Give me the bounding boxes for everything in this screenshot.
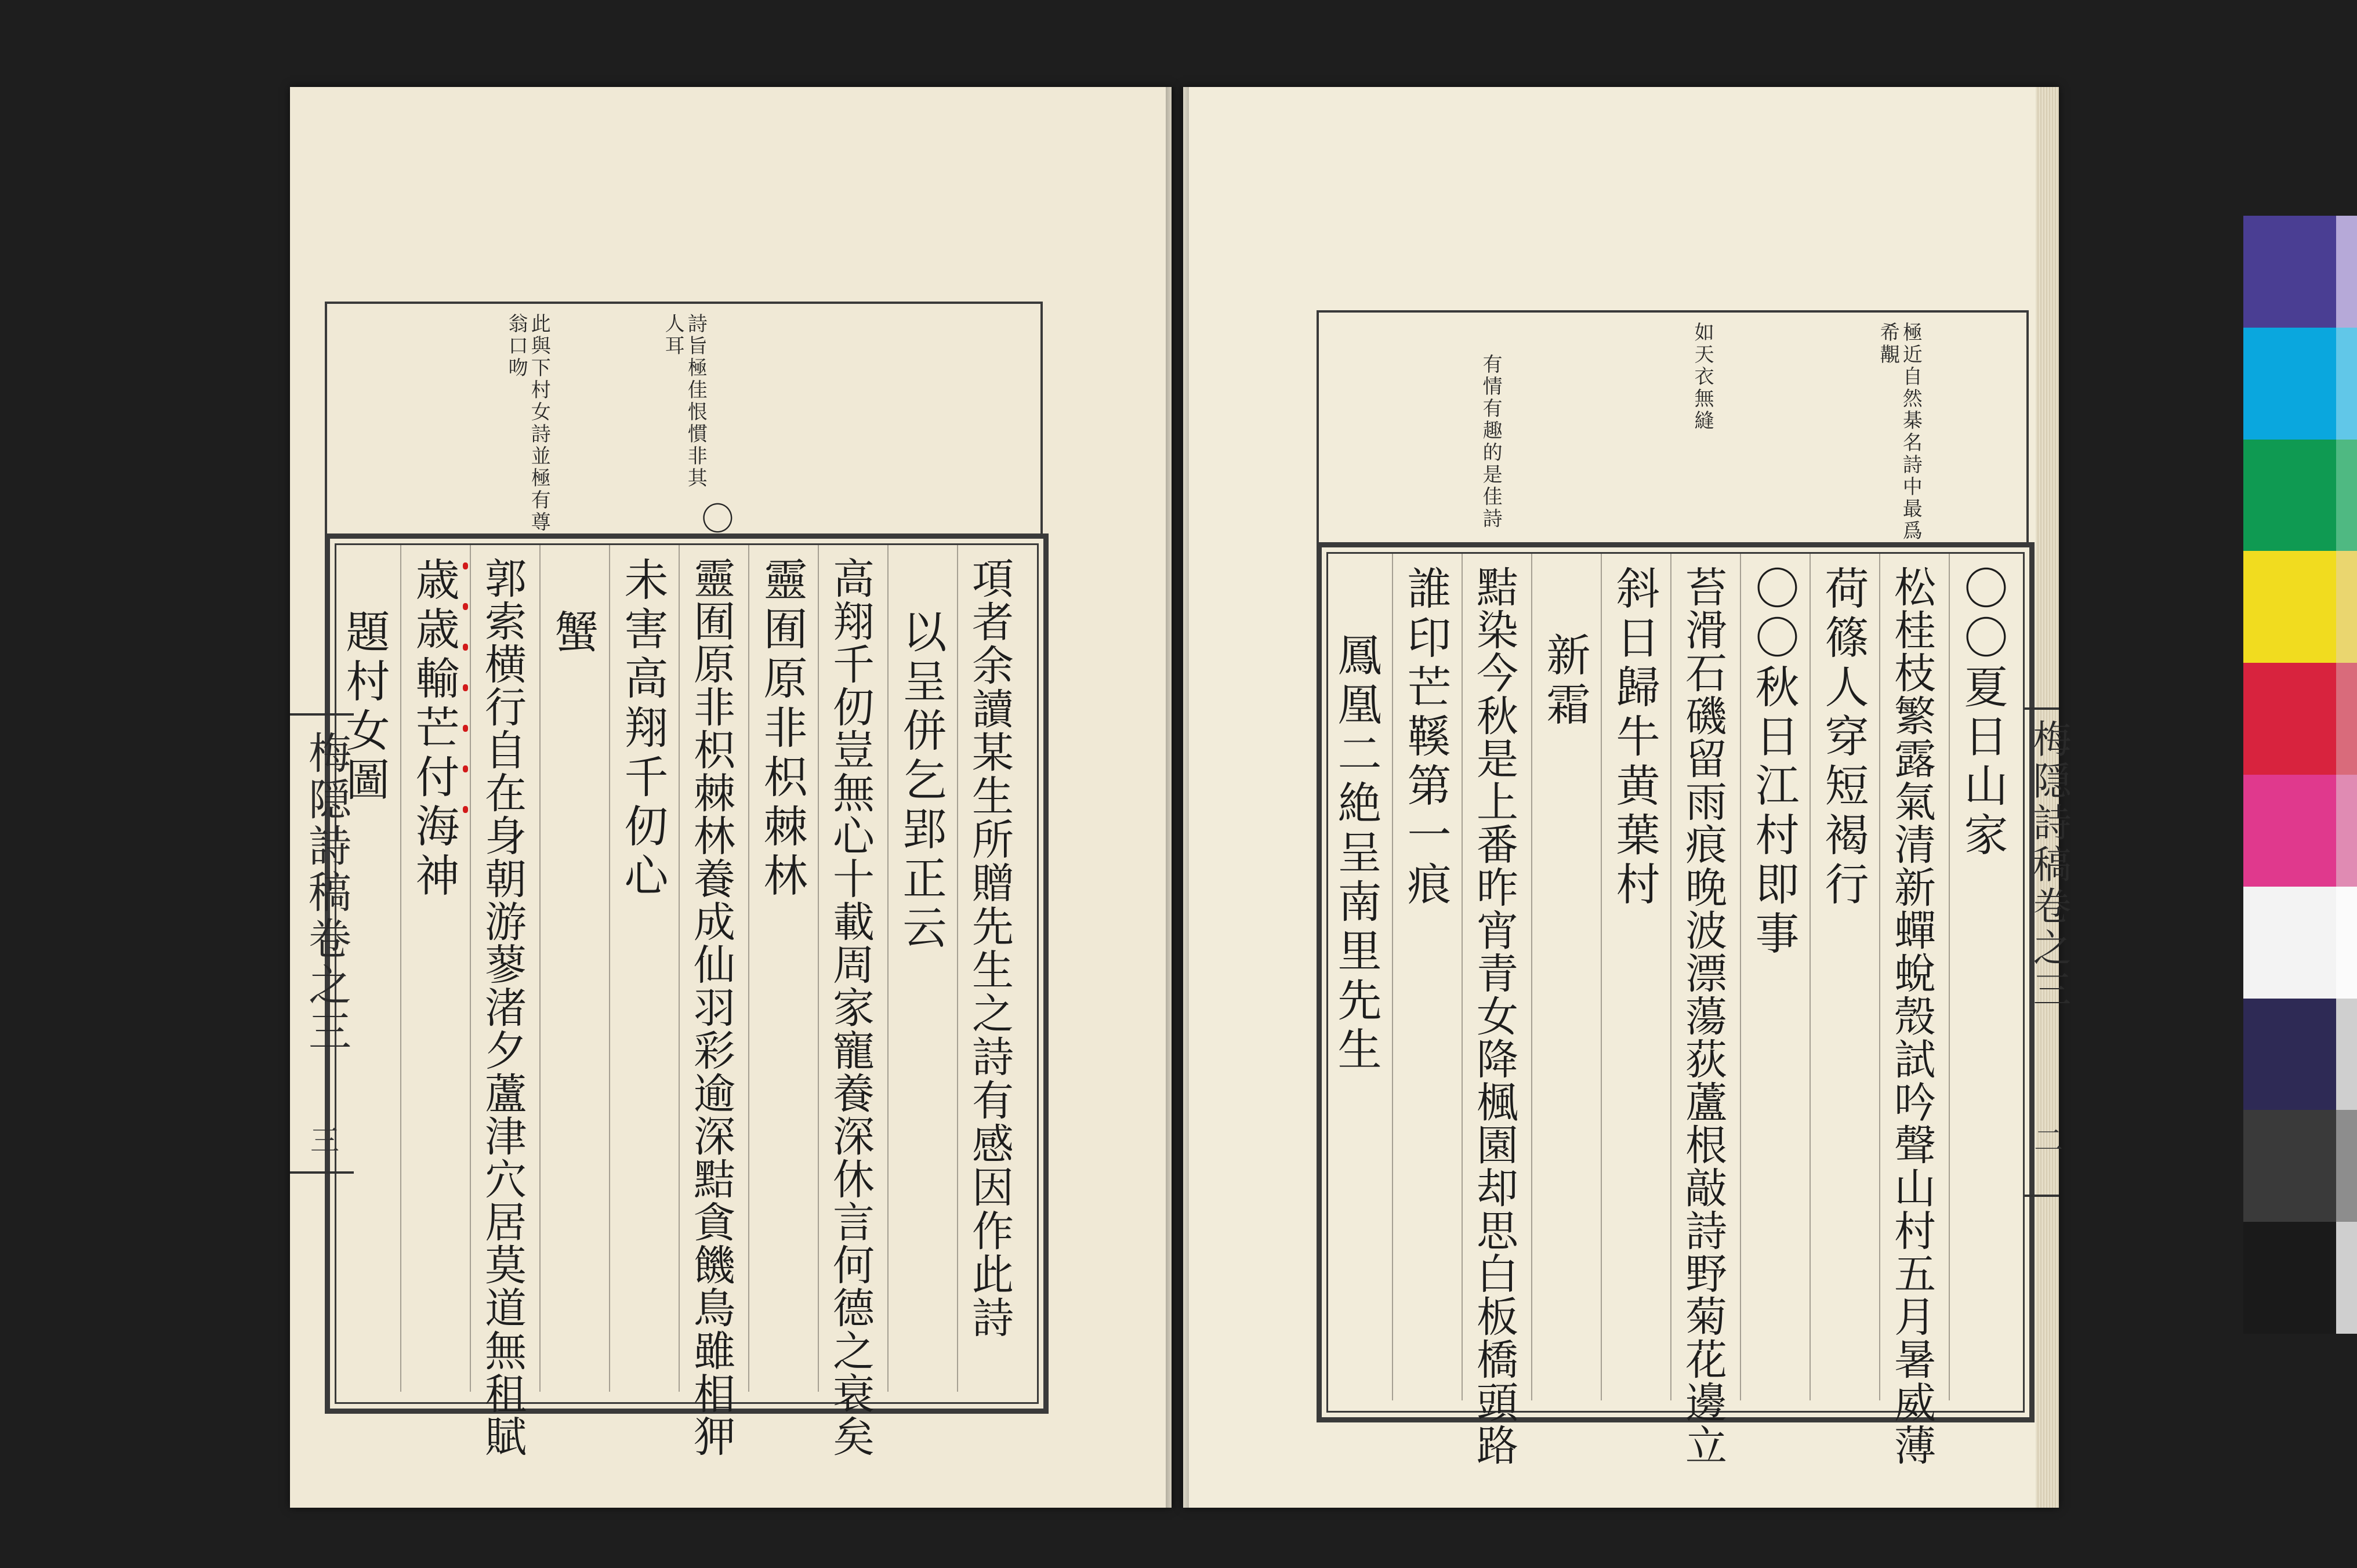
text-column: 靈囿原非枳棘林 — [756, 557, 808, 902]
text-column: 〇〇夏日山家 — [1957, 565, 2008, 861]
color-swatch-side — [2336, 663, 2357, 775]
red-mark — [463, 603, 468, 610]
book-gutter — [1166, 87, 1189, 1508]
color-checker-strip — [2243, 216, 2357, 1334]
head-note-3: 有情有趣的是佳詩 — [1479, 354, 1503, 530]
red-mark — [463, 644, 468, 651]
margin-title: 梅隠詩稿卷之三 — [2026, 719, 2071, 1011]
leaf-number: 三 — [306, 1125, 339, 1154]
fish-tail-bottom — [2024, 1195, 2059, 1197]
column-rule — [1949, 554, 1950, 1400]
red-mark — [463, 765, 468, 772]
text-column: 新霜 — [1539, 632, 1591, 731]
column-rule — [1670, 554, 1671, 1400]
text-column: 誰印芒鞵第一痕 — [1400, 565, 1452, 910]
text-column: 未害高翔千仞心 — [617, 557, 669, 902]
column-rule — [679, 545, 680, 1392]
text-column: 荷篠人穿短褐行 — [1818, 565, 1869, 910]
column-rule — [400, 545, 401, 1392]
color-swatch-side — [2336, 440, 2357, 551]
column-rule — [470, 545, 471, 1392]
column-rule — [1740, 554, 1741, 1400]
head-note-circle: 〇 — [696, 502, 734, 536]
color-swatch-side — [2336, 551, 2357, 663]
fish-tail-top — [290, 713, 354, 716]
color-swatch-side — [2336, 1110, 2357, 1222]
column-rule — [748, 545, 749, 1392]
column-rule — [887, 545, 889, 1392]
column-rule — [1462, 554, 1463, 1400]
leaf-number: 二 — [2029, 1125, 2063, 1154]
red-mark — [463, 562, 468, 569]
head-note-1: 極近自然棊名詩中最爲 希覯 — [1876, 322, 1923, 542]
column-rule — [1601, 554, 1602, 1400]
color-swatch-side — [2336, 328, 2357, 440]
text-column: 蟹 — [547, 609, 599, 658]
text-column: 苔滑石磯留雨痕晚波漂蕩荻蘆根敲詩野菊花邊立 — [1678, 565, 1727, 1467]
red-mark — [463, 806, 468, 813]
column-rule — [1810, 554, 1811, 1400]
text-column: 項者余讀某生所贈先生之詩有感因作此詩 — [965, 557, 1014, 1340]
text-column: 黠染今秋是上番昨宵青女降楓園却思白板橋頭路 — [1470, 565, 1518, 1467]
text-column: 郭索横行自在身朝游蓼渚夕蘆津穴居莫道無租賦 — [478, 557, 527, 1458]
fish-tail-top — [2024, 707, 2059, 710]
column-rule — [1392, 554, 1393, 1400]
color-swatch-side — [2336, 216, 2357, 328]
column-rule — [609, 545, 610, 1392]
text-column: 斜日歸牛黄葉村 — [1609, 565, 1660, 910]
red-mark — [463, 725, 468, 732]
column-rule — [539, 545, 541, 1392]
text-column: 高翔千仞豈無心十載周家寵養深休言何德之衰矣 — [826, 557, 875, 1458]
fish-tail-bottom — [290, 1171, 354, 1174]
color-swatch-side — [2336, 775, 2357, 887]
head-note-1: 此與下村女詩並極有尊 翁口吻 — [505, 313, 551, 533]
margin-title: 梅隠詩稿卷之三 — [302, 731, 351, 1055]
color-swatch-side — [2336, 887, 2357, 999]
column-rule — [1879, 554, 1880, 1400]
text-column: 松桂枝繁露氣清新蟬蛻殼試吟聲山村五月暑威薄 — [1887, 565, 1936, 1467]
column-rule — [818, 545, 819, 1392]
text-column: 靈囿原非枳棘林養成仙羽彩逾深黠貪饑鳥雖相狎 — [687, 557, 735, 1458]
color-swatch-side — [2336, 999, 2357, 1110]
text-column: 以呈併乞郢正云 — [895, 609, 947, 954]
head-note-2: 詩旨極佳恨慣非其 人耳 — [661, 313, 708, 489]
text-column: 歳歳輸芒付海神 — [408, 557, 460, 902]
head-note-2: 如天衣無縫 — [1691, 322, 1714, 432]
column-rule — [1531, 554, 1532, 1400]
text-column: 〇〇秋日江村即事 — [1748, 565, 1800, 960]
color-swatch-side — [2336, 1222, 2357, 1334]
text-column: 鳳凰二絶呈南里先生 — [1330, 632, 1382, 1076]
column-rule — [957, 545, 958, 1392]
red-mark — [463, 684, 468, 691]
text-column: 題村女圖 — [339, 609, 390, 806]
